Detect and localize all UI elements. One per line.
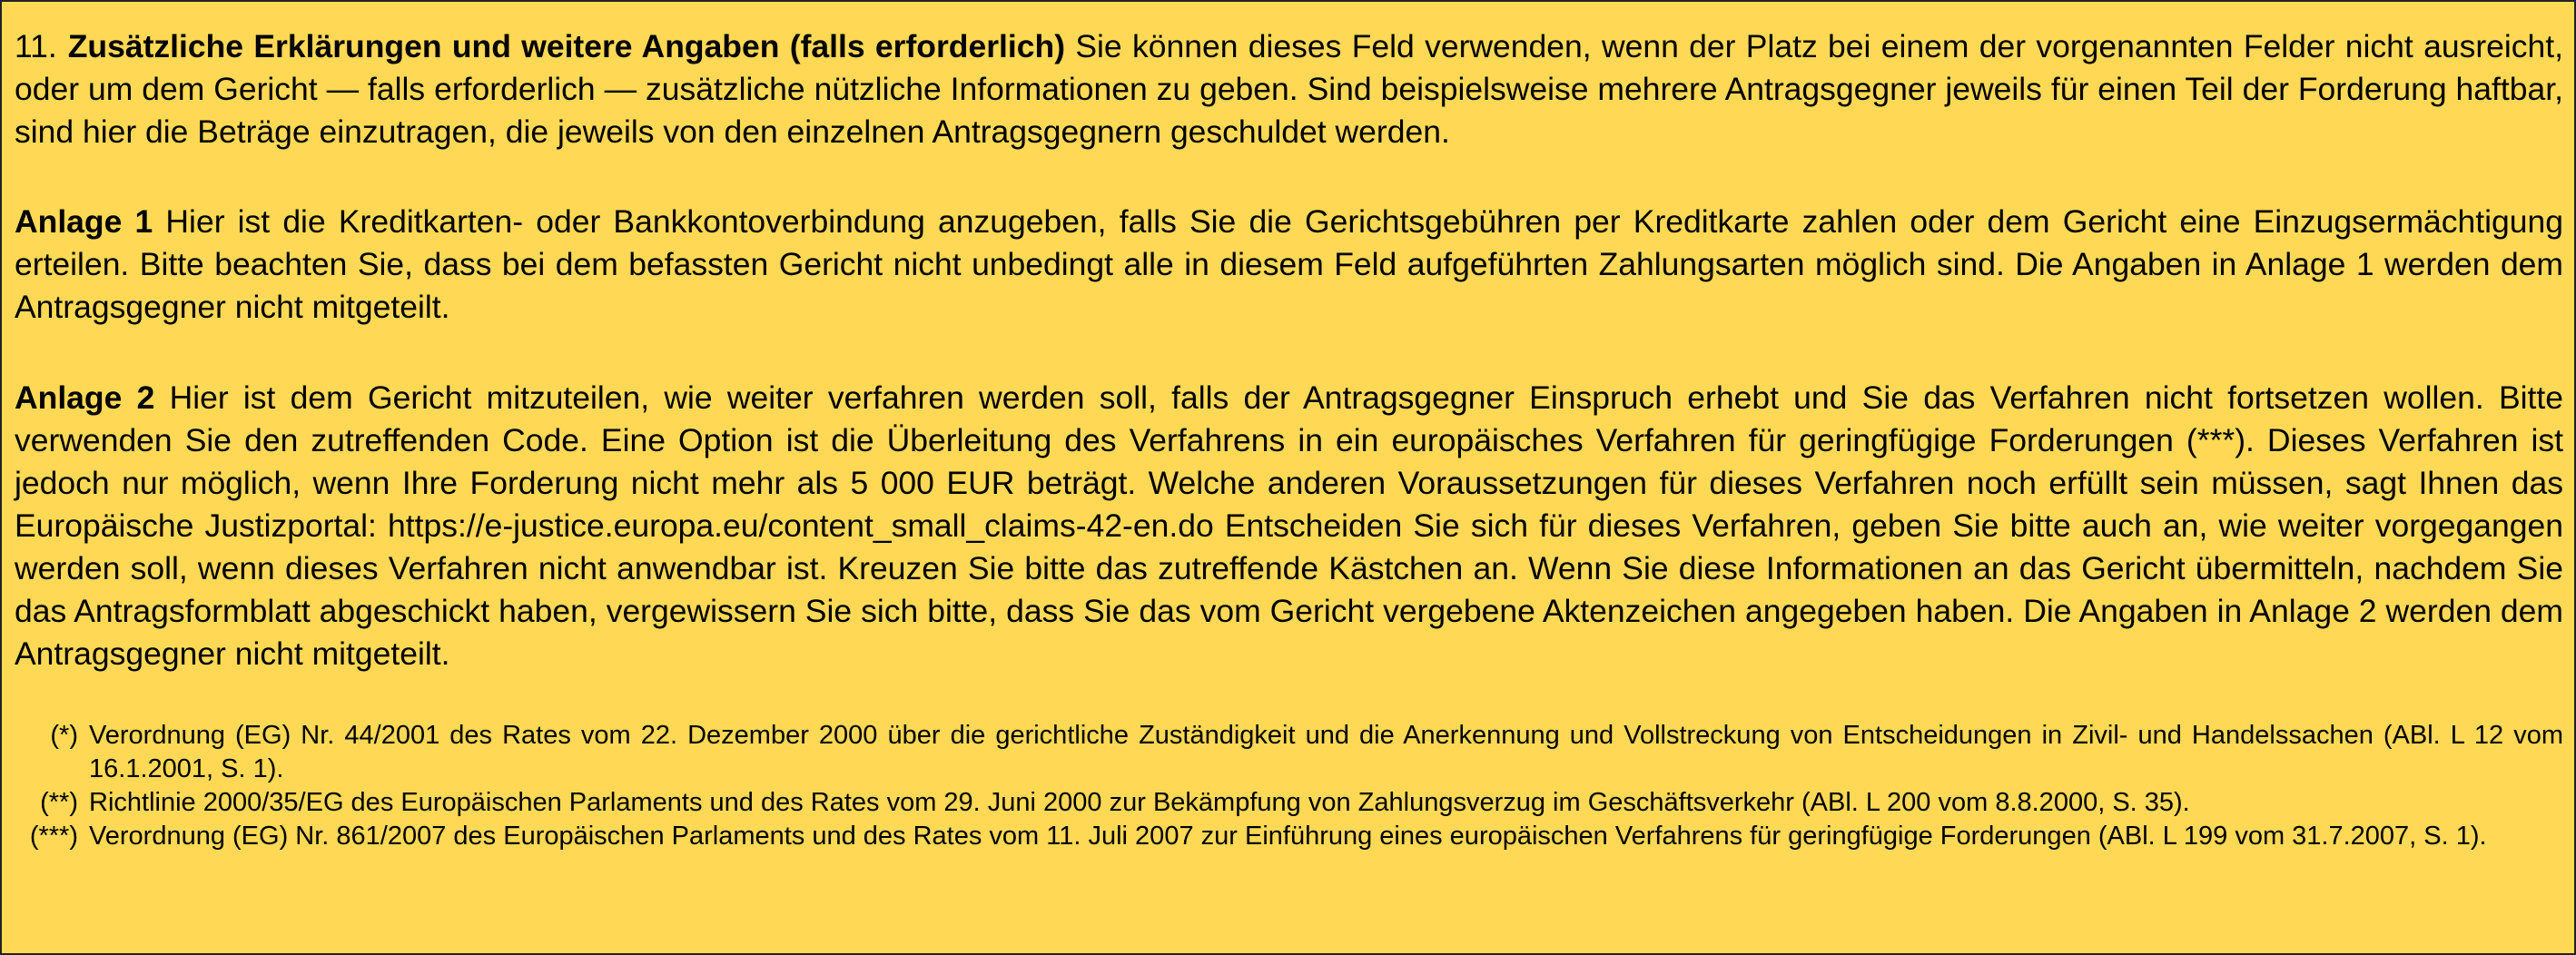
footnote (15, 820, 2563, 853)
section-11-heading: Zusätzliche Erklärungen und weitere Angaben (falls erforderlich) (67, 28, 1066, 64)
footnote-mark: (**) (40, 788, 78, 817)
footnote-mark: (***) (29, 822, 78, 851)
footnote-text: Verordnung (EG) Nr. 861/2007 des Europäischen Parlaments und des Rates vom 11. Juli 2007 zur Einführung eines europäischen Verfahrens für geringfügige Forderungen (ABl. L 199 vom 31.7.2007, S. 1). (89, 822, 2487, 851)
anlage-1-heading: Anlage 1 (15, 203, 153, 240)
anlage-1-paragraph (15, 201, 2563, 329)
footnotes (15, 719, 2563, 853)
footnote-text: Richtlinie 2000/35/EG des Europäischen Parlaments und des Rates vom 29. Juni 2000 zur Bekämpfung von Zahlungsverzug im Geschäftsverkehr (ABl. L 200 vom 8.8.2000, S. 35). (89, 788, 2190, 817)
footnote-text: Verordnung (EG) Nr. 44/2001 des Rates vom 22. Dezember 2000 über die gerichtliche Zuständigkeit und die Anerkennung und Vollstreckung von Entscheidungen in Zivil- und Handelssachen (ABl. L 12 vom 16.1.2001, S. 1). (89, 721, 2563, 783)
footnote (15, 719, 2563, 786)
section-11-text: Sie können dieses Feld verwenden, wenn der Platz bei einem der vorgenannten Felder nicht ausreicht, oder um dem Gericht — falls erforderlich — zusätzliche nützliche Informationen zu geben. Sind beispielsweise mehrere Antragsgegner jeweils für einen Teil der Forderung haftbar, sind hier die Beträge einzutragen, die jeweils von den einzelnen Antragsgegnern geschuldet werden. (15, 28, 2563, 150)
footnote (15, 786, 2563, 820)
anlage-2-heading: Anlage 2 (15, 379, 155, 416)
section-11-paragraph (15, 25, 2563, 153)
anlage-2-text: Hier ist dem Gericht mitzuteilen, wie weiter verfahren werden soll, falls der Antragsgegner Einspruch erhebt und Sie das Verfahren nicht fortsetzen wollen. Bitte verwenden Sie den zutreffenden Code. Eine Option ist die Überleitung des Verfahrens in ein europäisches Verfahren für geringfügige Forderungen (***). Dieses Verfahren ist jedoch nur möglich, wenn Ihre Forderung nicht mehr als 5 000 EUR beträgt. Welche anderen Voraussetzungen für dieses Verfahren noch erfüllt sein müssen, sagt Ihnen das Europäische Justizportal: https://e-justice.europa.eu/content_small_claims-42-en.do Entscheiden Sie sich für dieses Verfahren, geben Sie bitte auch an, wie weiter vorgegangen werden soll, wenn dieses Verfahren nicht anwendbar ist. Kreuzen Sie bitte das zutreffende Kästchen an. Wenn Sie diese Informationen an das Gericht übermitteln, nachdem Sie das Antragsformblatt abgeschickt haben, vergewissern Sie sich bitte, dass Sie das vom Gericht vergebene Aktenzeichen angegeben haben. Die Angaben in Anlage 2 werden dem Antragsgegner nicht mitgeteilt. (15, 379, 2563, 672)
section-number: 11. (15, 28, 57, 64)
anlage-1-text: Hier ist die Kreditkarten- oder Bankkontoverbindung anzugeben, falls Sie die Gerichtsgebühren per Kreditkarte zahlen oder dem Gericht eine Einzugsermächtigung erteilen. Bitte beachten Sie, dass bei dem befassten Gericht nicht unbedingt alle in diesem Feld aufgeführten Zahlungsarten möglich sind. Die Angaben in Anlage 1 werden dem Antragsgegner nicht mitgeteilt. (15, 203, 2563, 325)
anlage-2-paragraph (15, 377, 2563, 675)
footnote-mark: (*) (50, 721, 78, 750)
